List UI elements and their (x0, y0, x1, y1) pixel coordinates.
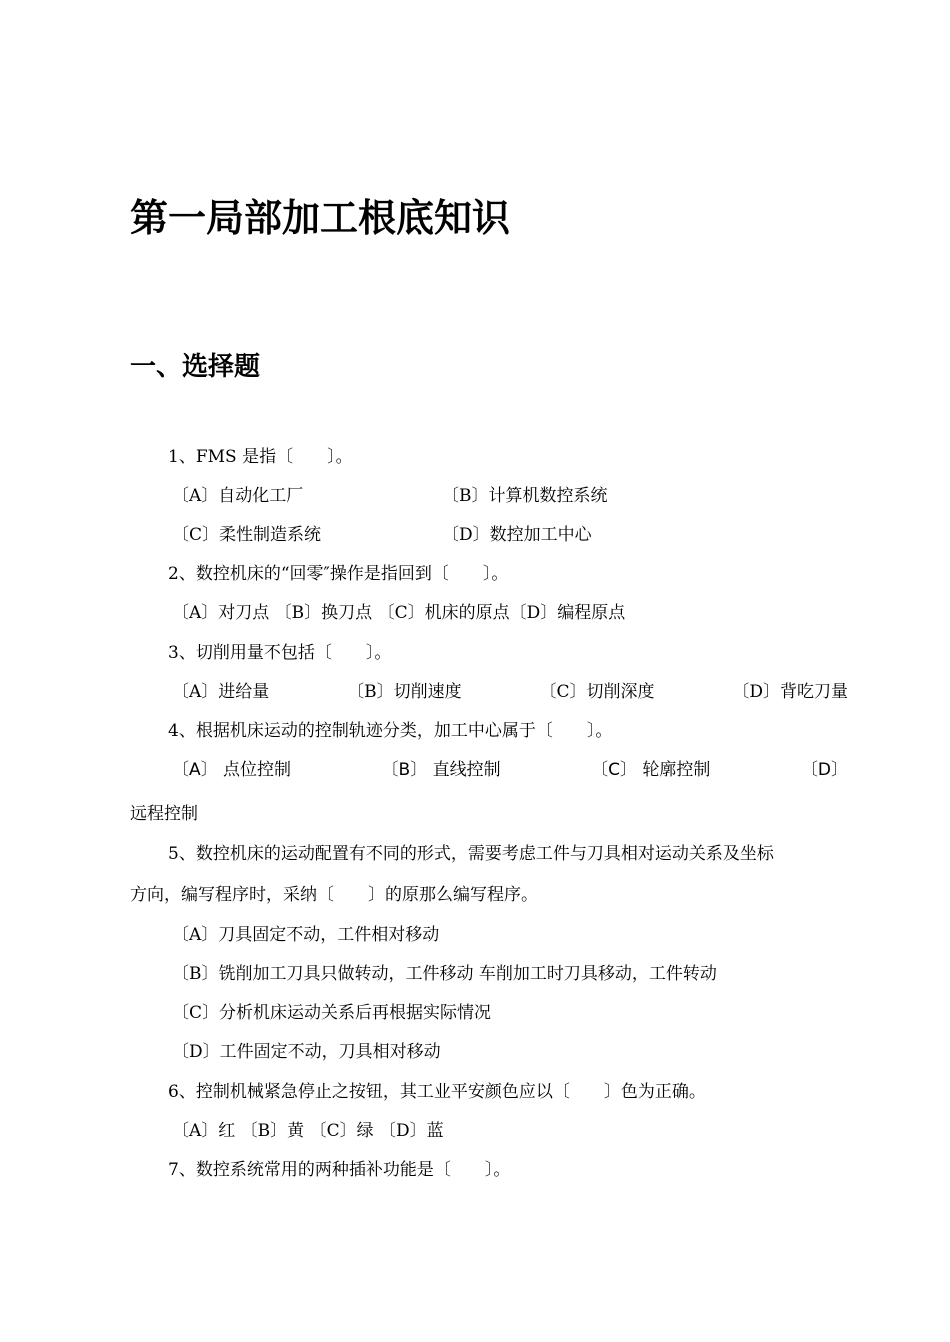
question-1-option-c: 〔C〕柔性制造系统 (172, 525, 322, 545)
question-1-stem: 1、FMS 是指〔 〕。 (168, 447, 353, 467)
question-7-stem: 7、数控系统常用的两种插补功能是〔 〕。 (168, 1160, 511, 1180)
question-5-option-d: 〔D〕工件固定不动，刀具相对移动 (172, 1042, 441, 1062)
question-5-option-b: 〔B〕铣削加工刀具只做转动，工件移动 车削加工时刀具移动，工件转动 (172, 964, 717, 984)
question-5-option-a: 〔A〕刀具固定不动，工件相对移动 (172, 925, 440, 945)
question-1-option-a: 〔A〕自动化工厂 (172, 486, 304, 506)
question-1-option-b: 〔B〕计算机数控系统 (442, 486, 608, 506)
question-5-stem-line-2: 方向，编写程序时，采纳〔 〕的原那么编写程序。 (130, 885, 538, 905)
question-6-stem: 6、控制机械紧急停止之按钮，其工业平安颜色应以〔 〕色为正确。 (168, 1082, 706, 1102)
question-5-stem-line-1: 5、数控机床的运动配置有不同的形式，需要考虑工件与刀具相对运动关系及坐标 (168, 844, 774, 864)
question-3-option-d: 〔D〕背吃刀量 (732, 682, 848, 702)
question-2-stem: 2、数控机床的“回零″操作是指回到〔 〕。 (168, 564, 509, 584)
question-4-options-row (172, 758, 848, 782)
question-3-option-a: 〔A〕进给量 (172, 682, 270, 702)
question-3-stem: 3、切削用量不包括〔 〕。 (168, 643, 392, 663)
question-5-option-c: 〔C〕分析机床运动关系后再根据实际情况 (172, 1003, 492, 1023)
question-4-stem: 4、根据机床运动的控制轨迹分类，加工中心属于〔 〕。 (168, 721, 613, 741)
question-4-option-d-prefix: 〔D〕 (800, 760, 848, 780)
question-4-option-c: 〔C〕 轮廓控制 (591, 760, 711, 780)
question-2-options: 〔A〕对刀点 〔B〕换刀点 〔C〕机床的原点〔D〕编程原点 (172, 603, 626, 623)
question-4-option-d-continuation: 远程控制 (130, 804, 198, 824)
question-4-option-b: 〔B〕 直线控制 (381, 760, 501, 780)
question-4-option-a: 〔A〕 点位控制 (172, 760, 292, 780)
question-3-options-row (172, 680, 848, 704)
question-3-option-c: 〔C〕切削深度 (539, 682, 655, 702)
section-heading: 一、选择题 (130, 352, 261, 382)
question-6-options: 〔A〕红 〔B〕黄 〔C〕绿 〔D〕蓝 (172, 1121, 444, 1141)
question-3-option-b: 〔B〕切削速度 (347, 682, 462, 702)
document-title: 第一局部加工根底知识 (130, 196, 511, 240)
question-1-option-d: 〔D〕数控加工中心 (442, 525, 592, 545)
